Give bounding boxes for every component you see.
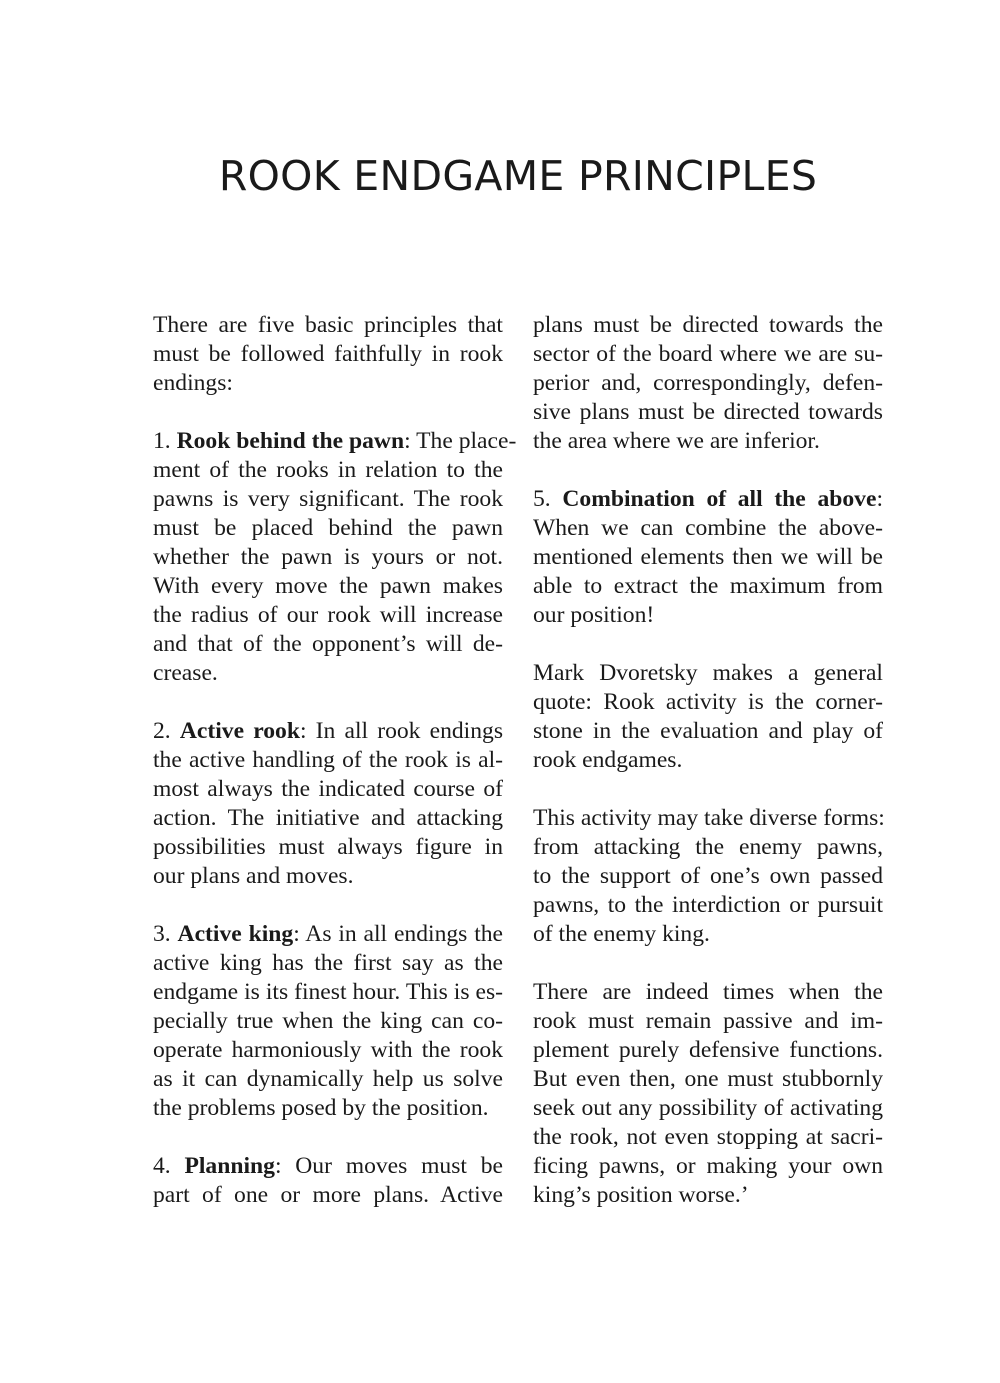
text-line	[533, 427, 883, 456]
paragraph-gap	[153, 891, 503, 920]
text-line	[153, 601, 503, 630]
body-text: the area where we are inferior.	[533, 428, 820, 454]
text-line	[533, 311, 883, 340]
text-line	[153, 340, 503, 369]
body-text: quote: Rook activity is the corner-	[533, 689, 883, 715]
text-line	[153, 1065, 503, 1094]
paragraph-gap	[533, 775, 883, 804]
text-line	[153, 1007, 503, 1036]
text-line	[153, 369, 503, 398]
text-line	[533, 746, 883, 775]
body-text: and that of the opponent’s will de-	[153, 631, 503, 657]
text-line	[153, 833, 503, 862]
text-line	[153, 485, 503, 514]
text-line	[533, 340, 883, 369]
body-text: seek out any possibility of activating	[533, 1095, 883, 1121]
body-text: our position!	[533, 602, 655, 628]
paragraph-gap	[533, 630, 883, 659]
body-text: : The place-	[404, 428, 517, 454]
body-text: 4.	[153, 1153, 185, 1179]
text-line	[533, 398, 883, 427]
text-line	[533, 601, 883, 630]
bold-heading-text: Active rook	[179, 718, 300, 744]
text-line	[153, 804, 503, 833]
text-line	[533, 862, 883, 891]
body-text: pecially true when the king can co-	[153, 1008, 503, 1034]
text-line	[533, 1123, 883, 1152]
body-text: ficing pawns, or making your own	[533, 1153, 883, 1179]
paragraph-gap	[153, 688, 503, 717]
body-text: 3.	[153, 921, 178, 947]
left-text-column	[153, 311, 517, 1210]
bold-heading-text: Combination of all the above	[562, 486, 877, 512]
body-text: rook endgames.	[533, 747, 683, 773]
text-line	[153, 1152, 503, 1181]
body-text: pawns is very significant. The rook	[153, 486, 503, 512]
text-line	[153, 1036, 503, 1065]
text-line	[533, 1094, 883, 1123]
body-text: able to extract the maximum from	[533, 573, 883, 599]
body-text: 2.	[153, 718, 180, 744]
text-line	[533, 978, 883, 1007]
text-line	[533, 688, 883, 717]
body-text: crease.	[153, 660, 218, 686]
body-text: sive plans must be directed towards	[533, 399, 883, 425]
bold-heading-text: Rook behind the pawn	[176, 428, 405, 454]
text-line	[153, 456, 503, 485]
text-line	[153, 920, 503, 949]
text-line	[533, 485, 883, 514]
text-line	[533, 833, 883, 862]
text-line	[153, 978, 503, 1007]
right-text-column	[533, 311, 883, 1210]
body-text: endgame is its finest hour. This is es-	[153, 979, 503, 1005]
bold-heading-text: Planning	[184, 1153, 275, 1179]
body-text: With every move the pawn makes	[153, 573, 503, 599]
body-text: active king has the first say as the	[153, 950, 503, 976]
body-text: There are five basic principles that	[153, 312, 503, 338]
body-text: : In all rook endings	[299, 718, 504, 744]
body-text: ment of the rooks in relation to the	[153, 457, 503, 483]
text-line	[153, 746, 503, 775]
body-text: the radius of our rook will increase	[153, 602, 503, 628]
body-text: king’s position worse.’	[533, 1182, 749, 1208]
text-line	[153, 862, 503, 891]
text-line	[153, 427, 517, 456]
text-line	[533, 514, 883, 543]
body-text: mentioned elements then we will be	[533, 544, 883, 570]
body-text: pawns, to the interdiction or pursuit	[533, 892, 883, 918]
text-line	[533, 572, 883, 601]
body-text: action. The initiative and attacking	[153, 805, 503, 831]
body-text: the rook, not even stopping at sacri-	[533, 1124, 883, 1150]
body-text: :	[876, 486, 883, 512]
text-line	[533, 920, 883, 949]
body-text: 1.	[153, 428, 177, 454]
body-text: rook must remain passive and im-	[533, 1008, 883, 1034]
body-text: endings:	[153, 370, 233, 396]
text-line	[153, 717, 503, 746]
body-text: There are indeed times when the	[533, 979, 883, 1005]
body-text: most always the indicated course of	[153, 776, 503, 802]
body-text: Mark Dvoretsky makes a general	[533, 660, 883, 686]
paragraph-gap	[153, 398, 503, 427]
body-text: from attacking the enemy pawns,	[533, 834, 883, 860]
body-text: stone in the evaluation and play of	[533, 718, 883, 744]
text-line	[533, 1181, 883, 1210]
text-line	[153, 514, 503, 543]
text-line	[153, 630, 503, 659]
body-text: plement purely defensive functions.	[533, 1037, 883, 1063]
page-title: ROOK ENDGAME PRINCIPLES	[218, 152, 818, 200]
paragraph-gap	[153, 1123, 503, 1152]
body-text: must be followed faithfully in rook	[153, 341, 503, 367]
paragraph-gap	[533, 456, 883, 485]
text-line	[533, 659, 883, 688]
body-text: This activity may take diverse forms:	[533, 805, 885, 831]
text-line	[153, 543, 503, 572]
body-text: : As in all endings the	[293, 921, 504, 947]
text-line	[533, 891, 883, 920]
text-line	[153, 659, 503, 688]
text-line	[533, 369, 883, 398]
body-text: : Our moves must be	[274, 1153, 503, 1179]
text-line	[153, 1181, 503, 1210]
body-text: must be placed behind the pawn	[153, 515, 503, 541]
body-text: our plans and moves.	[153, 863, 354, 889]
body-text: part of one or more plans. Active	[153, 1182, 503, 1208]
body-text: possibilities must always figure in	[153, 834, 503, 860]
text-line	[533, 717, 883, 746]
body-text: to the support of one’s own passed	[533, 863, 883, 889]
text-line	[533, 1152, 883, 1181]
body-text: sector of the board where we are su-	[533, 341, 883, 367]
body-text: When we can combine the above-	[533, 515, 883, 541]
text-line	[153, 572, 503, 601]
bold-heading-text: Active king	[177, 921, 294, 947]
body-text: the active handling of the rook is al-	[153, 747, 503, 773]
text-line	[153, 311, 503, 340]
body-text: 5.	[533, 486, 563, 512]
body-text: the problems posed by the position.	[153, 1095, 489, 1121]
text-line	[533, 1036, 883, 1065]
body-text: operate harmoniously with the rook	[153, 1037, 503, 1063]
paragraph-gap	[533, 949, 883, 978]
text-line	[153, 775, 503, 804]
text-line	[533, 1007, 883, 1036]
text-line	[533, 1065, 883, 1094]
body-text: as it can dynamically help us solve	[153, 1066, 503, 1092]
text-line	[153, 949, 503, 978]
text-line	[533, 543, 883, 572]
text-line	[153, 1094, 503, 1123]
body-text: of the enemy king.	[533, 921, 710, 947]
body-text: plans must be directed towards the	[533, 312, 883, 338]
body-text: whether the pawn is yours or not.	[153, 544, 503, 570]
text-line	[533, 804, 883, 833]
body-text: perior and, correspondingly, defen-	[533, 370, 883, 396]
body-text: But even then, one must stubbornly	[533, 1066, 883, 1092]
